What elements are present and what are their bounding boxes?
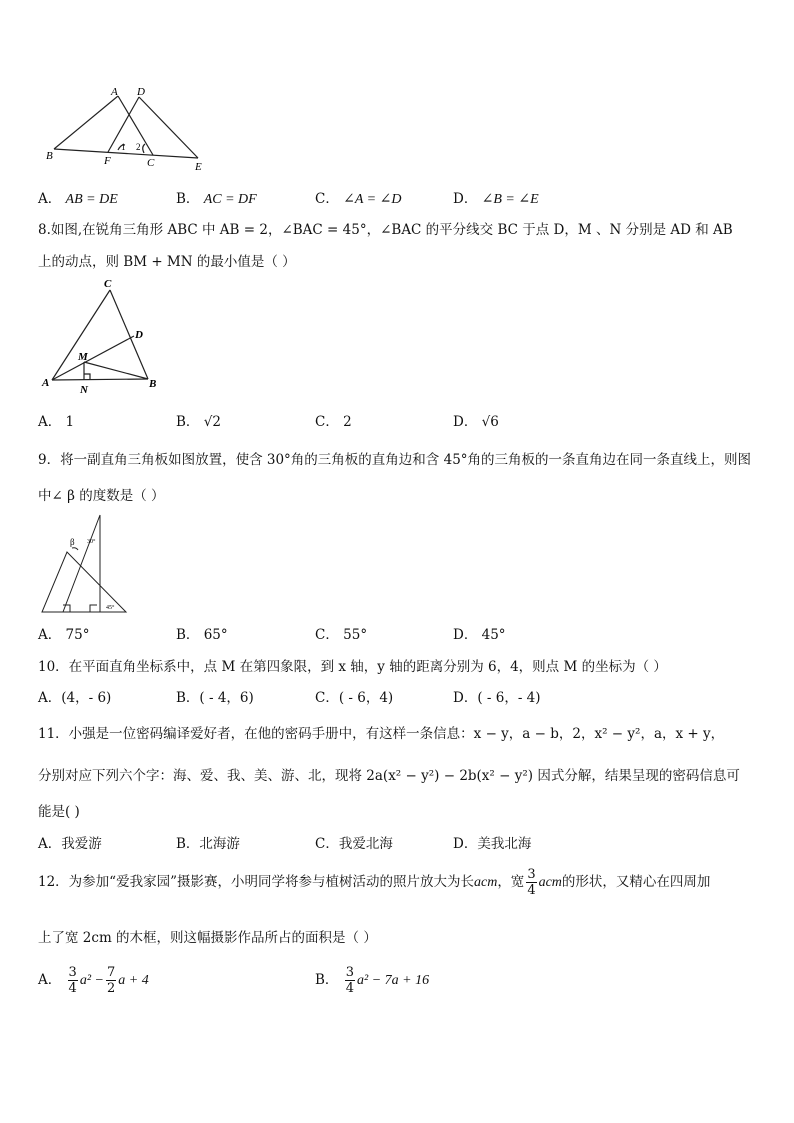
q7-label-e: E — [195, 161, 202, 173]
q7-label-a: A — [111, 86, 118, 98]
q11-option-a[interactable]: A．我爱游 — [38, 836, 102, 852]
q8-triangle-figure — [40, 276, 165, 396]
q8-label-d: D — [135, 329, 143, 341]
q9-label-45: 45° — [106, 605, 115, 611]
q8-stem-line2: 上的动点，则 BM + MN 的最小值是（ ） — [38, 254, 296, 270]
q12-stem-line1: 12．为参加“爱我家园”摄影赛，小明同学将参与植树活动的照片放大为长acm，宽 $\frac{3}{4}$ acm的形状，又精心在四周加 — [38, 867, 711, 898]
q11-option-b[interactable]: B．北海游 — [176, 836, 240, 852]
q7-line-be — [54, 149, 198, 158]
q9-label-30: 30° — [87, 539, 96, 545]
q11-stem-line2: 分别对应下列六个字：海、爱、我、美、游、北，现将 2a(x² − y²) − 2b(x² − y²) 因式分解，结果呈现的密码信息可 — [38, 768, 740, 784]
q7-label-f: F — [104, 155, 111, 167]
q11-stem-line1: 11．小强是一位密码编译爱好者，在他的密码手册中，有这样一条信息：x − y，a − b，2，x² − y²，a，x + y， — [38, 726, 725, 742]
q11-stem-line3: 能是( ) — [38, 804, 80, 820]
q9-label-beta: β — [70, 537, 75, 547]
q7-label-angle1: 1 — [121, 142, 126, 152]
q12-optA-frac1: $\frac{3}{4}$ — [68, 965, 77, 996]
q12-options — [38, 960, 758, 1000]
q8-option-d[interactable]: D． √6 — [453, 414, 499, 430]
q7-line-ba — [54, 96, 118, 149]
q12-stem-line2: 上了宽 2cm 的木框，则这幅摄影作品所占的面积是（ ） — [38, 930, 377, 946]
q8-label-n: N — [80, 384, 88, 396]
q7-option-c[interactable]: C． ∠A = ∠D — [315, 191, 402, 207]
q9-triangle-30 — [63, 515, 100, 612]
q8-label-b: B — [149, 378, 157, 390]
q12-fraction-three-quarters: $\frac{3}{4}$ — [527, 867, 536, 898]
q9-option-a[interactable]: A． 75° — [38, 627, 90, 643]
q10-option-c[interactable]: C．( - 6，4) — [315, 690, 394, 706]
q9-stem-line2: 中∠ β 的度数是（ ） — [38, 488, 165, 504]
q8-option-a[interactable]: A． 1 — [38, 414, 75, 430]
q12-option-a[interactable]: A． $\frac{3}{4}$ a² − $\frac{7}{2}$ a + 4 — [38, 965, 149, 996]
q10-option-d[interactable]: D．( - 6，- 4) — [453, 690, 541, 706]
q8-label-m: M — [78, 351, 88, 363]
q7-option-b[interactable]: B． AC = DF — [176, 191, 257, 207]
q9-options — [38, 623, 758, 643]
q12-optA-frac2: $\frac{7}{2}$ — [106, 965, 116, 996]
q8-options — [38, 410, 758, 430]
q7-options — [38, 187, 758, 207]
q11-option-d[interactable]: D．美我北海 — [453, 836, 532, 852]
q7-option-d[interactable]: D． ∠B = ∠E — [453, 191, 539, 207]
q7-option-a[interactable]: A． AB = DE — [38, 191, 118, 207]
q7-triangle-figure — [40, 84, 220, 174]
q8-line-ab — [52, 379, 148, 380]
q10-stem-line1: 10．在平面直角坐标系中，点 M 在第四象限，到 x 轴，y 轴的距离分别为 6，4，则点 M 的坐标为（ ） — [38, 659, 667, 675]
q7-label-angle2: 2 — [136, 142, 141, 152]
q11-options — [38, 832, 758, 852]
q10-option-b[interactable]: B．( - 4，6) — [176, 690, 254, 706]
q8-line-ad — [52, 336, 134, 380]
q9-option-b[interactable]: B． 65° — [176, 627, 228, 643]
q10-option-a[interactable]: A．(4，- 6) — [38, 690, 112, 706]
q10-options — [38, 686, 758, 706]
q8-option-b[interactable]: B． √2 — [176, 414, 221, 430]
q8-stem-line1: 8.如图,在锐角三角形 ABC 中 AB = 2，∠BAC = 45°，∠BAC 的平分线交 BC 于点 D，M 、N 分别是 AD 和 AB — [38, 222, 733, 238]
q11-option-c[interactable]: C．我爱北海 — [315, 836, 393, 852]
q7-label-b: B — [46, 150, 53, 162]
q9-stem-line1: 9．将一副直角三角板如图放置，使含 30°角的三角板的直角边和含 45°角的三角板的一条直角边在同一条直线上，则图 — [38, 452, 752, 468]
q12-optB-frac1: $\frac{3}{4}$ — [345, 965, 354, 996]
q12-option-b[interactable]: B． $\frac{3}{4}$ a² − 7a + 16 — [315, 965, 430, 996]
q9-option-c[interactable]: C． 55° — [315, 627, 368, 643]
q9-triangle-45 — [42, 552, 126, 612]
q7-label-d: D — [137, 86, 145, 98]
q8-label-c: C — [104, 278, 112, 290]
q8-label-a: A — [42, 377, 50, 389]
q8-line-bm — [84, 362, 148, 379]
q7-label-c: C — [147, 157, 155, 169]
q8-option-c[interactable]: C． 2 — [315, 414, 352, 430]
q7-line-de — [139, 97, 198, 158]
q9-set-squares-figure — [38, 512, 130, 616]
q9-option-d[interactable]: D． 45° — [453, 627, 506, 643]
